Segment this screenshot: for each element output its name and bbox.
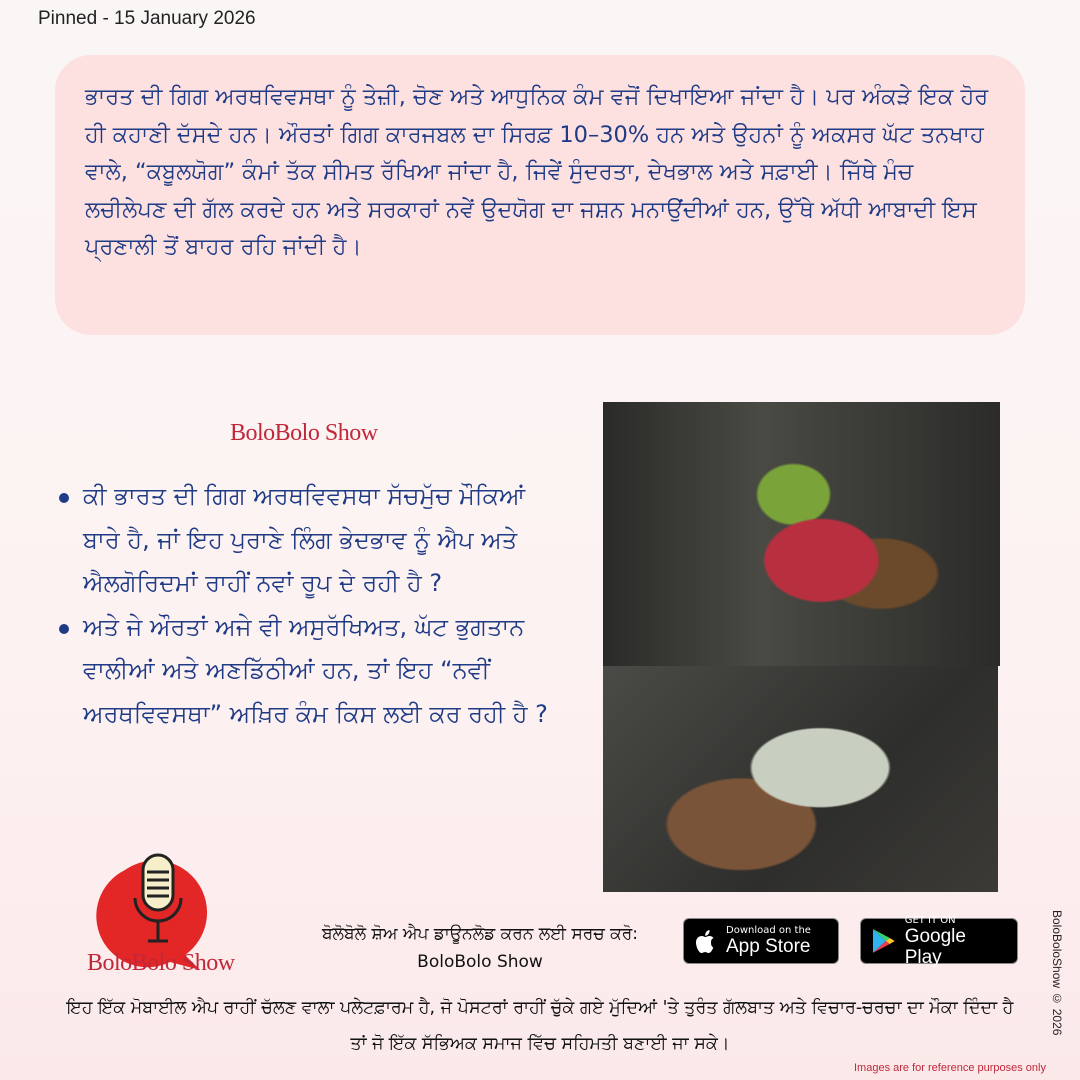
- logo-wordmark: BoloBolo Show: [87, 950, 235, 976]
- woman-with-basket-photo: [603, 402, 1000, 666]
- apple-icon: [694, 927, 718, 955]
- copyright-notice: BoloBoloShow © 2026: [1050, 910, 1064, 1036]
- download-label: ਬੋਲੋਬੋਲੋ ਸ਼ੋਅ ਐਪ ਡਾਊਨਲੋਡ ਕਰਨ ਲਈ ਸਰਚ ਕਰੋ:: [321, 924, 639, 944]
- app-store-button[interactable]: [683, 918, 839, 964]
- app-store-big-text: App Store: [726, 936, 811, 957]
- download-app-name: BoloBolo Show: [417, 952, 543, 972]
- google-play-button[interactable]: [860, 914, 1018, 968]
- hands-counting-money-photo: [603, 666, 998, 892]
- brand-title: BoloBolo Show: [230, 420, 378, 446]
- image-disclaimer: Images are for reference purposes only: [854, 1062, 1046, 1074]
- google-play-icon: [871, 927, 897, 955]
- app-store-small-text: Download on the: [726, 925, 811, 936]
- google-play-big-text: Google Play: [904, 925, 966, 968]
- question-item: ਅਤੇ ਜੇ ਔਰਤਾਂ ਅਜੇ ਵੀ ਅਸੁਰੱਖਿਅਤ, ਘੱਟ ਭੁਗਤਾਨ ਵਾਲੀਆਂ ਅਤੇ ਅਣਡਿੱਠੀਆਂ ਹਨ, ਤਾਂ ਇਹ “ਨਵੀਂ ਅਰਥਵਿਵਸਥਾ” ਅਖ਼ਿਰ ਕੰਮ ਕਿਸ ਲਈ ਕਰ ਰਹੀ ਹੈ ?: [55, 606, 555, 737]
- question-list: [55, 475, 555, 736]
- download-instructions: [290, 920, 670, 976]
- platform-description: ਇਹ ਇੱਕ ਮੋਬਾਈਲ ਐਪ ਰਾਹੀਂ ਚੱਲਣ ਵਾਲਾ ਪਲੇਟਫ਼ਾਰਮ ਹੈ, ਜੋ ਪੋਸਟਰਾਂ ਰਾਹੀਂ ਚੁੱਕੇ ਗਏ ਮੁੱਦਿਆਂ 'ਤੇ ਤੁਰੰਤ ਗੱਲਬਾਤ ਅਤੇ ਵਿਚਾਰ-ਚਰਚਾ ਦਾ ਮੌਕਾ ਦਿੰਦਾ ਹੈ ਤਾਂ ਜੋ ਇੱਕ ਸੱਭਿਅਕ ਸਮਾਜ ਵਿੱਚ ਸਹਿਮਤੀ ਬਣਾਈ ਜਾ ਸਕੇ।: [66, 998, 1014, 1054]
- pinned-date: Pinned - 15 January 2026: [38, 8, 256, 29]
- question-item: ਕੀ ਭਾਰਤ ਦੀ ਗਿਗ ਅਰਥਵਿਵਸਥਾ ਸੱਚਮੁੱਚ ਮੌਕਿਆਂ ਬਾਰੇ ਹੈ, ਜਾਂ ਇਹ ਪੁਰਾਣੇ ਲਿੰਗ ਭੇਦਭਾਵ ਨੂੰ ਐਪ ਅਤੇ ਐਲਗੋਰਿਦਮਾਂ ਰਾਹੀਂ ਨਵਾਂ ਰੂਪ ਦੇ ਰਹੀ ਹੈ ?: [55, 475, 555, 606]
- intro-text-box: ਭਾਰਤ ਦੀ ਗਿਗ ਅਰਥਵਿਵਸਥਾ ਨੂੰ ਤੇਜ਼ੀ, ਚੋਣ ਅਤੇ ਆਧੁਨਿਕ ਕੰਮ ਵਜੋਂ ਦਿਖਾਇਆ ਜਾਂਦਾ ਹੈ। ਪਰ ਅੰਕੜੇ ਇਕ ਹੋਰ ਹੀ ਕਹਾਣੀ ਦੱਸਦੇ ਹਨ। ਔਰਤਾਂ ਗਿਗ ਕਾਰਜਬਲ ਦਾ ਸਿਰਫ਼ 10–30% ਹਨ ਅਤੇ ਉਹਨਾਂ ਨੂੰ ਅਕਸਰ ਘੱਟ ਤਨਖਾਹ ਵਾਲੇ, “ਕਬੂਲਯੋਗ” ਕੰਮਾਂ ਤੱਕ ਸੀਮਤ ਰੱਖਿਆ ਜਾਂਦਾ ਹੈ, ਜਿਵੇਂ ਸੁੰਦਰਤਾ, ਦੇਖਭਾਲ ਅਤੇ ਸਫ਼ਾਈ। ਜਿੱਥੇ ਮੰਚ ਲਚੀਲੇਪਣ ਦੀ ਗੱਲ ਕਰਦੇ ਹਨ ਅਤੇ ਸਰਕਾਰਾਂ ਨਵੇਂ ਉਦਯੋਗ ਦਾ ਜਸ਼ਨ ਮਨਾਉਂਦੀਆਂ ਹਨ, ਉੱਥੇ ਅੱਧੀ ਆਬਾਦੀ ਇਸ ਪ੍ਰਣਾਲੀ ਤੋਂ ਬਾਹਰ ਰਹਿ ਜਾਂਦੀ ਹੈ।: [55, 55, 1025, 335]
- google-play-small-text: GET IT ON: [904, 914, 956, 926]
